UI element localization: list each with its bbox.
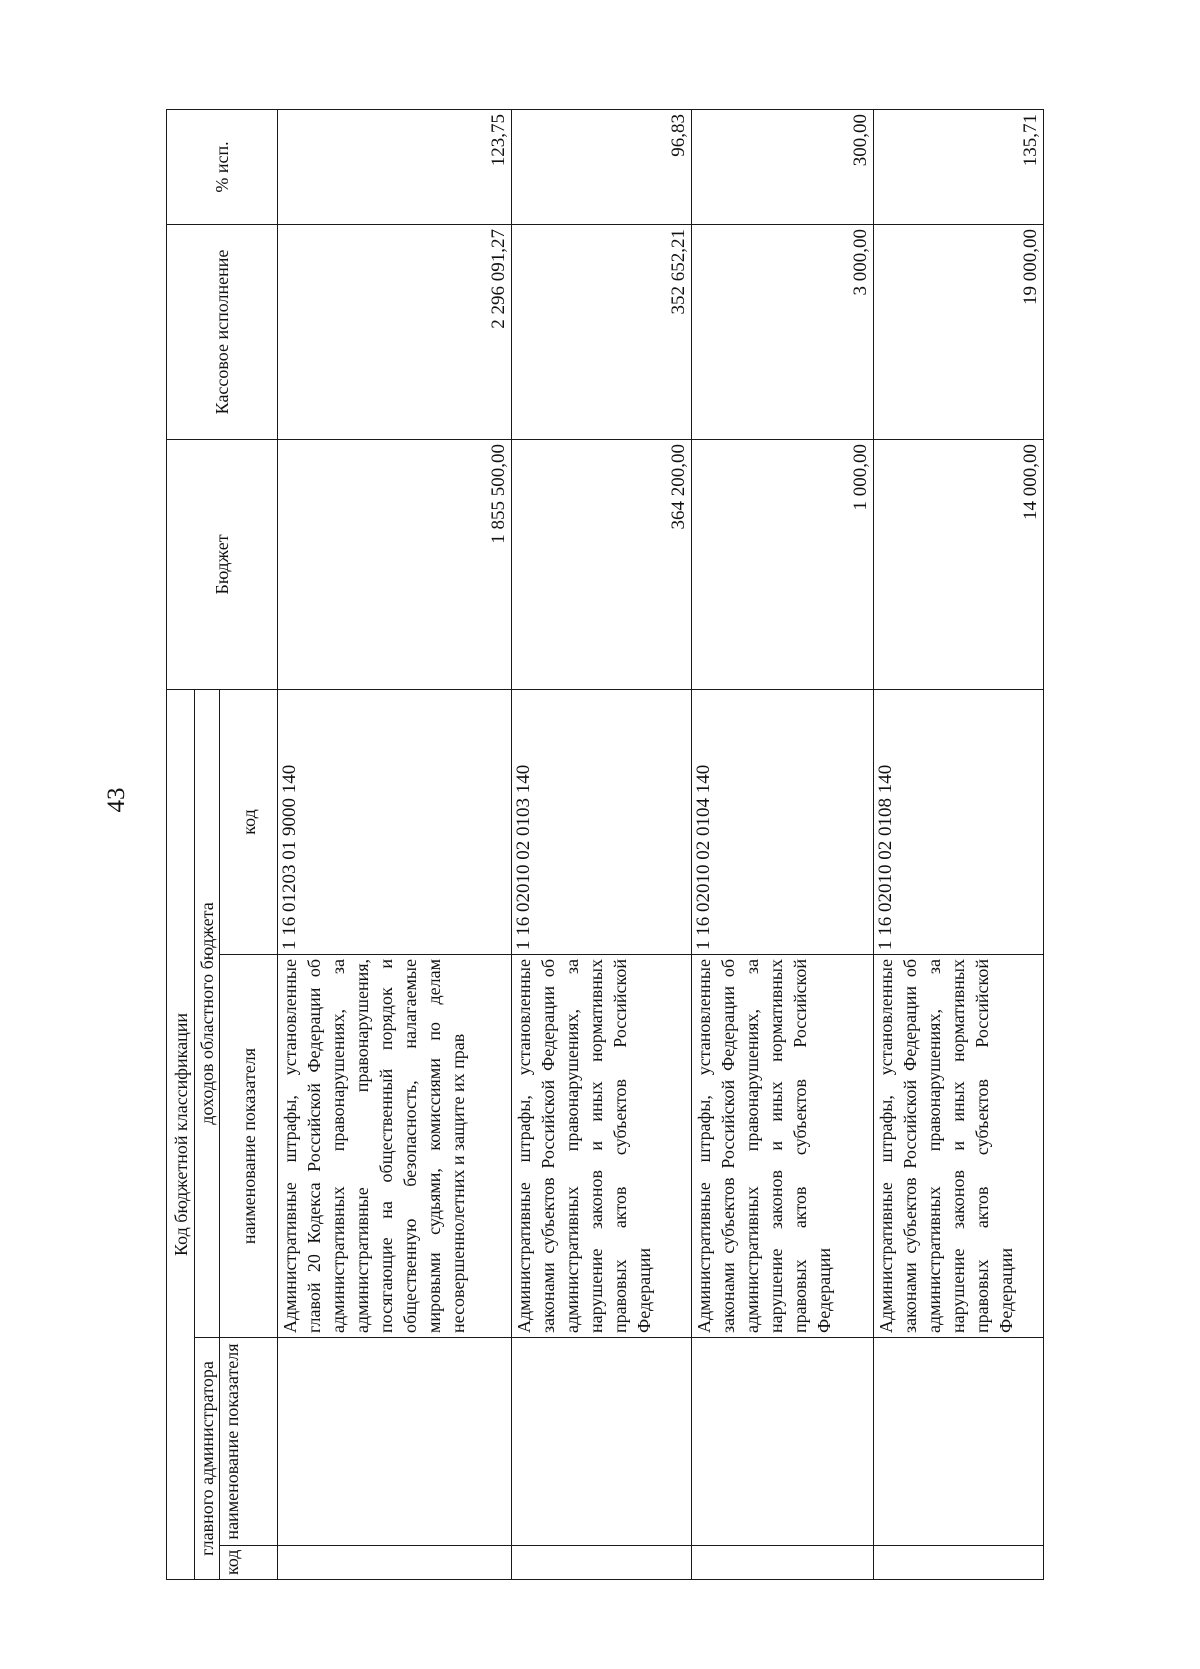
header-cash-execution: Кассовое исполнение	[167, 224, 278, 439]
revenue-code-cell: 1 16 02010 02 0104 140	[692, 689, 874, 954]
table-row	[278, 109, 512, 1579]
percent-cell: 96,83	[512, 109, 692, 224]
revenue-code-cell: 1 16 01203 01 9000 140	[278, 689, 512, 954]
cash-execution-cell: 352 652,21	[512, 224, 692, 439]
revenue-code-cell: 1 16 02010 02 0108 140	[874, 689, 1044, 954]
admin-code-cell	[692, 1546, 874, 1580]
indicator-name-cell: Административные штрафы, установленные законами субъектов Российской Федерации об административных правонарушениях, за нарушение законов и иных нормативных правовых актов субъектов Российской Федерации	[874, 955, 1044, 1338]
indicator-name-cell: Административные штрафы, установленные главой 20 Кодекса Российской Федерации об административных правонарушениях, за административные правонарушения, посягающие на общественный порядок и общественную безопасность, налагаемые мировыми судьями, комиссиями по делам несовершеннолетних и защите их прав	[278, 955, 512, 1338]
revenue-table	[166, 109, 1044, 1580]
header-budget: Бюджет	[167, 439, 278, 689]
indicator-name-cell: Административные штрафы, установленные законами субъектов Российской Федерации об административных правонарушениях, за нарушение законов и иных нормативных правовых актов субъектов Российской Федерации	[692, 955, 874, 1338]
cash-execution-cell: 2 296 091,27	[278, 224, 512, 439]
table-row	[692, 109, 874, 1579]
header-revenue-indicator-name: наименование показателя	[220, 955, 278, 1338]
table-row	[512, 109, 692, 1579]
admin-name-cell	[512, 1338, 692, 1546]
budget-cell: 364 200,00	[512, 439, 692, 689]
admin-name-cell	[278, 1338, 512, 1546]
cash-execution-cell: 3 000,00	[692, 224, 874, 439]
header-chief-administrator: главного администратора	[195, 1338, 220, 1580]
admin-code-cell	[874, 1546, 1044, 1580]
header-percent-execution: % исп.	[167, 109, 278, 224]
header-budget-classification-code: Код бюджетной классификации	[167, 689, 195, 1579]
indicator-name-cell: Административные штрафы, установленные законами субъектов Российской Федерации об административных правонарушениях, за нарушение законов и иных нормативных правовых актов субъектов Российской Федерации	[512, 955, 692, 1338]
header-revenue-code: код	[220, 689, 278, 954]
table-row	[874, 109, 1044, 1579]
header-regional-budget-revenue: доходов областного бюджета	[195, 689, 220, 1337]
cash-execution-cell: 19 000,00	[874, 224, 1044, 439]
percent-cell: 300,00	[692, 109, 874, 224]
admin-name-cell	[692, 1338, 874, 1546]
budget-cell: 1 000,00	[692, 439, 874, 689]
admin-code-cell	[512, 1546, 692, 1580]
admin-name-cell	[874, 1338, 1044, 1546]
budget-cell: 14 000,00	[874, 439, 1044, 689]
rotated-table-sheet	[166, 110, 1041, 1580]
percent-cell: 123,75	[278, 109, 512, 224]
percent-cell: 135,71	[874, 109, 1044, 224]
budget-cell: 1 855 500,00	[278, 439, 512, 689]
page-number: 43	[103, 787, 130, 813]
admin-code-cell	[278, 1546, 512, 1580]
header-admin-code: код	[220, 1546, 278, 1580]
header-admin-indicator-name: наименование показателя	[220, 1338, 278, 1546]
revenue-code-cell: 1 16 02010 02 0103 140	[512, 689, 692, 954]
